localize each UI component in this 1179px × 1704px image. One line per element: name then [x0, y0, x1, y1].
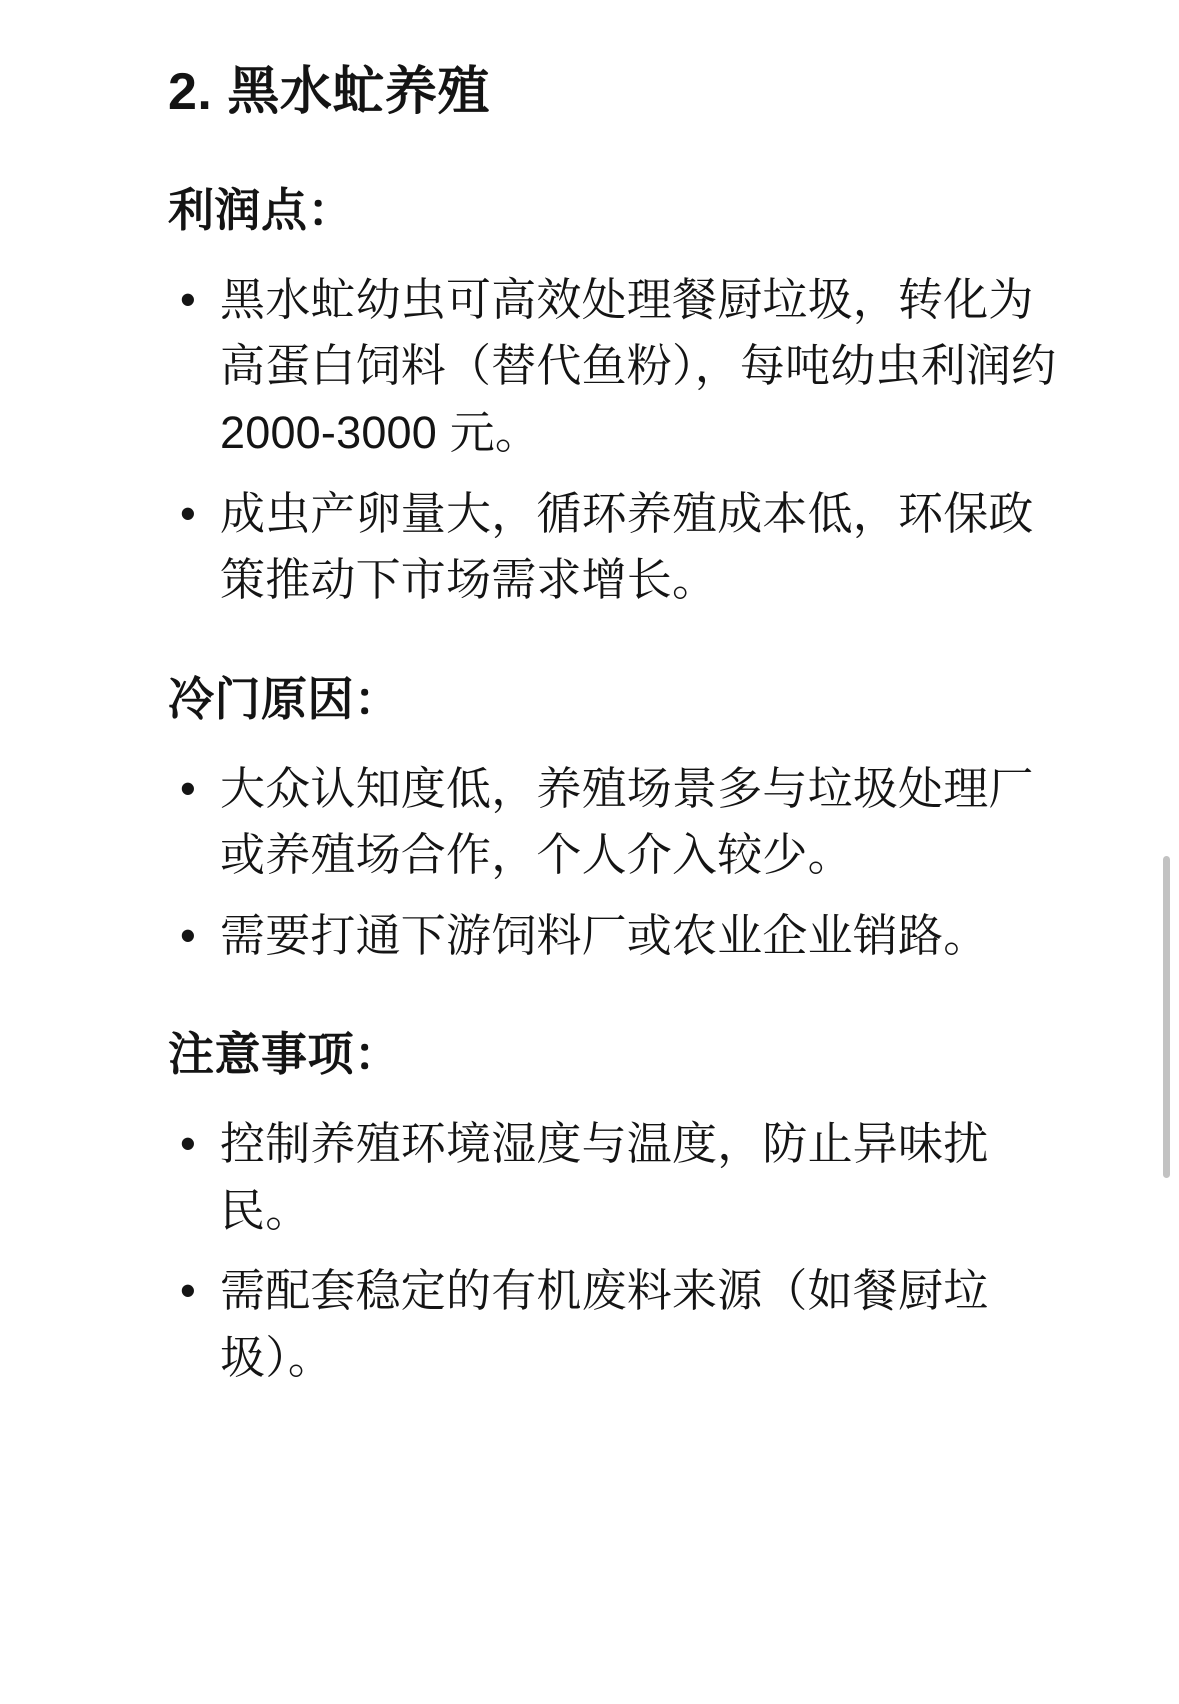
bullet-icon: •	[180, 1265, 196, 1317]
list-item-text: 成虫产卵量大，循环养殖成本低，环保政策推动下市场需求增长。	[220, 487, 1034, 606]
list-item	[168, 756, 1059, 889]
list-item	[168, 267, 1059, 467]
list-item-text: 控制养殖环境湿度与温度，防止异味扰民。	[220, 1118, 989, 1236]
bullet-icon: •	[180, 762, 196, 814]
bullet-icon: •	[180, 487, 196, 539]
bullet-list-profit	[168, 267, 1059, 614]
list-item-text: 需配套稳定的有机废料来源（如餐厨垃圾）。	[220, 1265, 989, 1383]
bullet-list-notes	[168, 1111, 1059, 1391]
list-item-text: 黑水虻幼虫可高效处理餐厨垃圾，转化为高蛋白饲料（替代鱼粉），每吨幼虫利润约 2000-3000 元。	[220, 273, 1057, 458]
bullet-icon: •	[180, 273, 196, 325]
list-item	[168, 1258, 1059, 1391]
page-title: 2. 黑水虻养殖	[168, 63, 490, 121]
section-heading-notes: 注意事项：	[168, 1028, 401, 1081]
bullet-list-reason	[168, 756, 1059, 970]
list-item-text: 大众认知度低，养殖场景多与垃圾处理厂或养殖场合作，个人介入较少。	[220, 762, 1034, 881]
vertical-scrollbar[interactable]	[1163, 856, 1170, 1178]
list-item	[168, 481, 1059, 614]
section-heading-reason: 冷门原因：	[168, 672, 401, 725]
list-item-text: 需要打通下游饲料厂或农业企业销路。	[220, 909, 989, 961]
list-item	[168, 903, 1059, 970]
list-item	[168, 1111, 1059, 1244]
section-heading-profit: 利润点：	[168, 184, 354, 236]
bullet-icon: •	[180, 1118, 196, 1170]
bullet-icon: •	[180, 909, 196, 961]
